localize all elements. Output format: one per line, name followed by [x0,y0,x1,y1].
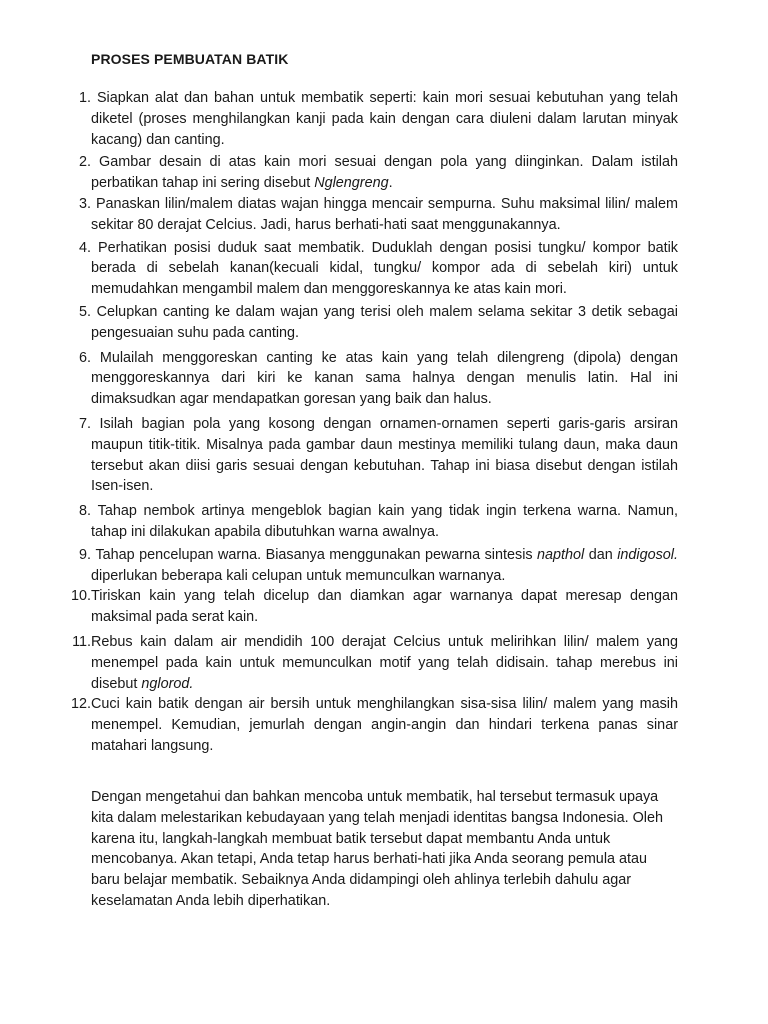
step-number: 10. [70,588,91,605]
list-item [64,586,678,628]
step-text: Tahap nembok artinya mengeblok bagian kain yang tidak ingin terkena warna. Namun, tahap ini dilakukan apabila dibutuhkan warna awalnya. [91,503,678,540]
list-item [64,194,678,236]
step-number: 5. [78,303,91,320]
step-number: 11. [72,633,91,650]
step-text: Cuci kain batik dengan air bersih untuk menghilangkan sisa-sisa lilin/ malem yang masih menempel. Kemudian, jemurlah dengan angin-angin dan hindari terkena panas sinar matahari langsung. [91,696,678,754]
list-item [64,694,678,756]
step-text: Tahap pencelupan warna. Biasanya menggunakan pewarna sintesis napthol dan indigosol. diperlukan beberapa kali celupan untuk memunculkan warnanya. [91,546,678,584]
step-text: Siapkan alat dan bahan untuk membatik seperti: kain mori sesuai kebutuhan yang telah diketel (proses menghilangkan kanji pada kain dengan cara diuleni dalam larutan minyak kacang) dan canting. [91,90,678,148]
step-number: 2. [78,154,91,171]
step-number: 4. [78,239,91,256]
closing-paragraph: Dengan mengetahui dan bahkan mencoba untuk membatik, hal tersebut termasuk upaya kita dalam melestarikan kebudayaan yang telah menjadi identitas bangsa Indonesia. Oleh karena itu, langkah-langkah membuat batik tersebut dapat membantu Anda untuk mencobanya. Akan tetapi, Anda tetap harus berhati-hati jika Anda seorang pemula atau baru belajar membatik. Sebaiknya Anda didampingi oleh ahlinya terlebih dahulu agar keselamatan Anda lebih diperhatikan. [91,789,663,909]
step-emphasis: napthol [537,546,585,563]
step-text: Celupkan canting ke dalam wajan yang terisi oleh malem selama sekitar 3 detik sebagai pengesuaian suhu pada canting. [91,303,678,341]
step-number: 3. [78,195,91,212]
step-number: 1. [78,90,91,106]
step-text: Isilah bagian pola yang kosong dengan ornamen-ornamen seperti garis-garis arsiran maupun titik-titik. Misalnya pada gambar daun mestinya memiliki tulang daun, maka daun tersebut akan diisi garis sesuai dengan kebutuhan. Tahap ini biasa disebut dengan istilah Isen-isen. [91,415,679,495]
step-number: 9. [78,546,91,563]
list-item [64,302,678,344]
step-number: 12. [70,696,91,713]
steps-list [64,88,678,759]
list-item [64,88,678,150]
step-text: Tiriskan kain yang telah dicelup dan diamkan agar warnanya dapat meresap dengan maksimal pada serat kain. [91,588,678,626]
step-text: Mulailah menggoreskan canting ke atas kain yang telah dilengreng (dipola) dengan menggoreskannya dari kiri ke kanan sama halnya dengan menulis latin. Hal ini dimaksudkan agar mendapatkan goresan yang baik dan halus. [91,349,679,408]
step-emphasis: Nglengreng [314,175,389,192]
step-text: Panaskan lilin/malem diatas wajan hingga mencair sempurna. Suhu maksimal lilin/ malem sekitar 80 derajat Celcius. Jadi, harus berhati-hati saat menggunakannya. [91,195,678,233]
step-text: Rebus kain dalam air mendidih 100 derajat Celcius untuk melirihkan lilin/ malem yang menempel pada kain untuk memunculkan motif yang telah didisain. tahap merebus ini disebut nglorod. [91,633,678,692]
document-title: PROSES PEMBUATAN BATIK [91,51,289,67]
list-item [64,238,678,300]
list-item [64,545,678,587]
step-text: Perhatikan posisi duduk saat membatik. Duduklah dengan posisi tungku/ kompor batik berada di sebelah kanan(kecuali kidal, tungku/ kompor ada di sebelah kiri) untuk memudahkan mengambil malem dan menggoreskannya ke atas kain mori. [91,239,679,298]
step-number: 6. [78,349,91,366]
list-item [64,632,678,694]
list-item [64,348,678,410]
step-number: 7. [78,415,91,432]
list-item [64,414,678,497]
step-number: 8. [78,503,91,520]
step-text: Gambar desain di atas kain mori sesuai dengan pola yang diinginkan. Dalam istilah perbatikan tahap ini sering disebut Nglengreng. [91,154,678,192]
list-item [64,501,678,543]
step-emphasis: nglorod. [141,675,194,692]
list-item [64,152,678,194]
step-emphasis: indigosol. [617,546,678,563]
